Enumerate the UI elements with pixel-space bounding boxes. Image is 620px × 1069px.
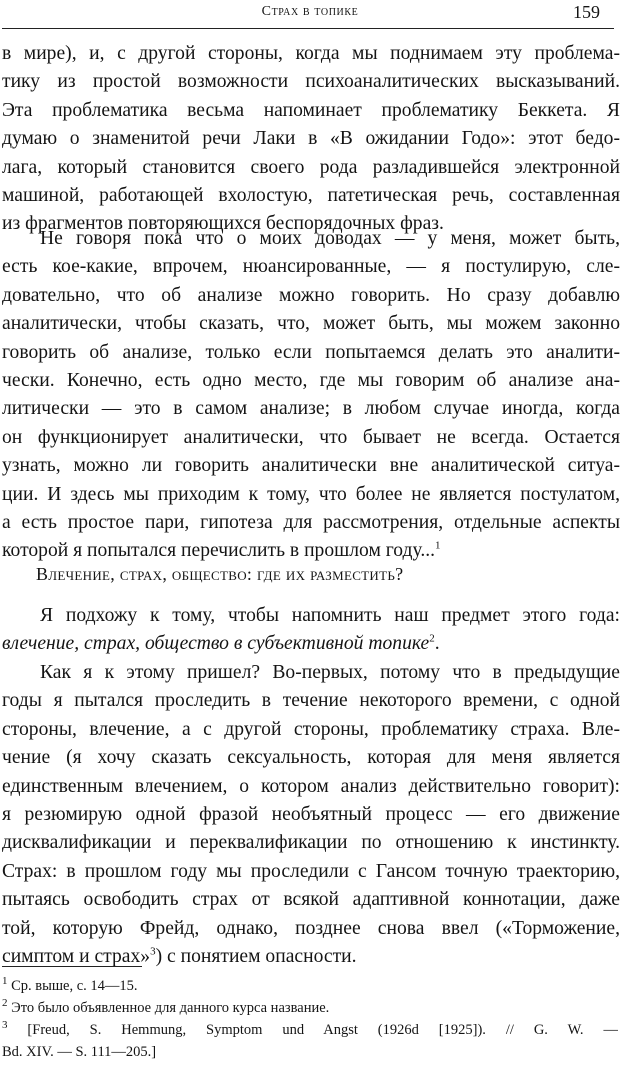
line-text: стороны, влечение, а с другой стороны, проблематику страха. Вле- [2,718,620,740]
line-text: которой я попытался перечислить в прошлом году... [2,540,436,562]
line-text: в мире), и, с другой стороны, когда мы поднимаем эту проблема- [2,43,620,64]
text-line [2,424,620,452]
paragraph-2 [2,225,620,566]
line-text: он функционирует аналитически, что бывает не всегда. Остается [2,426,620,448]
footnote-number: 3 [2,1019,8,1032]
text-line [2,858,620,886]
footnote-text: [Freud, S. Hemmung, Symptom und Angst (1926d [1925]). // G. W. — [7,1022,618,1038]
line-text: лага, который становится своего рода разладившейся электронной [2,156,620,178]
text-line [2,659,620,687]
text-line [2,97,620,125]
text-line [2,687,620,715]
text-line [2,801,620,829]
text-line [2,716,620,744]
line-text: . [434,633,440,655]
line-text: чение (я хочу сказать сексуальность, которая для меня является [2,747,620,769]
text-line [2,943,620,971]
text-line [2,68,620,96]
text-line [2,125,620,153]
footnote-ref: 2 [429,632,435,645]
paragraph-1 [2,40,620,239]
footnotes [2,975,618,1063]
footnote [2,1019,618,1041]
line-text: чески. Конечно, есть одно место, где мы говорим об анализе ана- [2,369,620,391]
text-line [2,886,620,914]
page-header [0,2,620,24]
line-text: из фрагментов повторяющихся беспорядочных фраз. [2,213,444,235]
line-text: узнать, можно ли говорить аналитически вне аналитической ситуа- [2,455,620,477]
running-title: Страх в топике [261,4,359,19]
paragraph-4 [2,659,620,971]
footnote-text: Ср. выше, с. 14—15. [7,978,138,994]
line-text: той, которую Фрейд, однако, позднее снова ввел («Торможение, [2,917,620,939]
text-line [2,395,620,423]
line-text: я резюмирую одной фразой необъятный процесс — его движение [2,803,620,825]
text-line [2,602,620,630]
footnote-number: 1 [2,975,8,988]
footnote-ref: 3 [150,945,156,958]
text-line [2,154,620,182]
text-line [2,509,620,537]
footnote-ref: 1 [435,539,441,552]
line-text: тику из простой возможности психоаналитических высказываний. [2,71,620,93]
line-text: Страх: в прошлом году мы проследили с Гансом точную траекторию, [2,860,620,882]
line-text: пытаясь освободить страх от всякой адаптивной коннотации, даже [2,889,620,911]
text-line [2,481,620,509]
line-text: говорить об анализе, только если попытаемся делать это аналити- [2,341,620,363]
text-line [2,282,620,310]
text-line [2,915,620,943]
text-line [2,773,620,801]
text-line [2,253,620,281]
footnote [2,975,618,997]
line-text: аналитически, чтобы сказать, что, может быть, мы можем законно [2,313,620,335]
line-text: дисквалификации и переквалификации по отношению к инстинкту. [2,832,620,854]
footnote [2,997,618,1019]
text-line [2,452,620,480]
header-rule [2,28,614,29]
footnote-rule [2,966,142,967]
line-text: симптом и страх» [2,945,151,967]
line-text: Я подхожу к тому, чтобы напомнить наш предмет этого года: [40,605,620,626]
line-text: думаю о знаменитой речи Лаки в «В ожидании Годо»: этот бедо- [2,128,620,150]
line-text: единственным влечением, о котором анализ действительно говорит): [2,775,620,797]
line-text: литически — это в самом анализе; в любом случае иногда, когда [2,398,620,420]
footnote-continuation: Bd. XIV. — S. 111—205.] [2,1044,157,1060]
text-line [2,367,620,395]
text-line [2,829,620,857]
line-text: Как я к этому пришел? Во-первых, потому что в предыдущие [40,662,620,683]
line-text: Эта проблематика весьма напоминает проблематику Беккета. Я [2,99,620,121]
text-line [2,744,620,772]
footnote-text: Это было объявленное для данного курса название. [7,1000,330,1016]
line-text: годы я пытался проследить в течение некоторого времени, с одной [2,690,620,712]
line-text: ции. И здесь мы приходим к тому, что более не является постулатом, [2,483,620,505]
line-text: а есть простое пари, гипотеза для рассмотрения, отдельные аспекты [2,511,620,533]
text-line [2,182,620,210]
line-text: Не говоря пока что о моих доводах — у меня, может быть, [40,228,620,249]
line-text: ) с понятием опасности. [155,945,357,967]
page-number: 159 [573,2,600,22]
text-line [2,339,620,367]
text-line [2,537,620,565]
section-heading: Влечение, страх, общество: где их разместить? [36,564,404,584]
text-line [2,310,620,338]
footnote-number: 2 [2,997,8,1010]
line-text: есть кое-какие, впрочем, нюансированные, — я постулирую, сле- [2,256,620,278]
text-line [2,40,620,68]
text-line [2,630,620,658]
text-line [2,225,620,253]
paragraph-3 [2,602,620,659]
line-text: довательно, что об анализе можно говорить. Но сразу добавлю [2,284,620,306]
line-text: влечение, страх, общество в субъективной топике [2,633,430,655]
line-text: машиной, работающей вхолостую, патетическая речь, составленная [2,184,620,206]
